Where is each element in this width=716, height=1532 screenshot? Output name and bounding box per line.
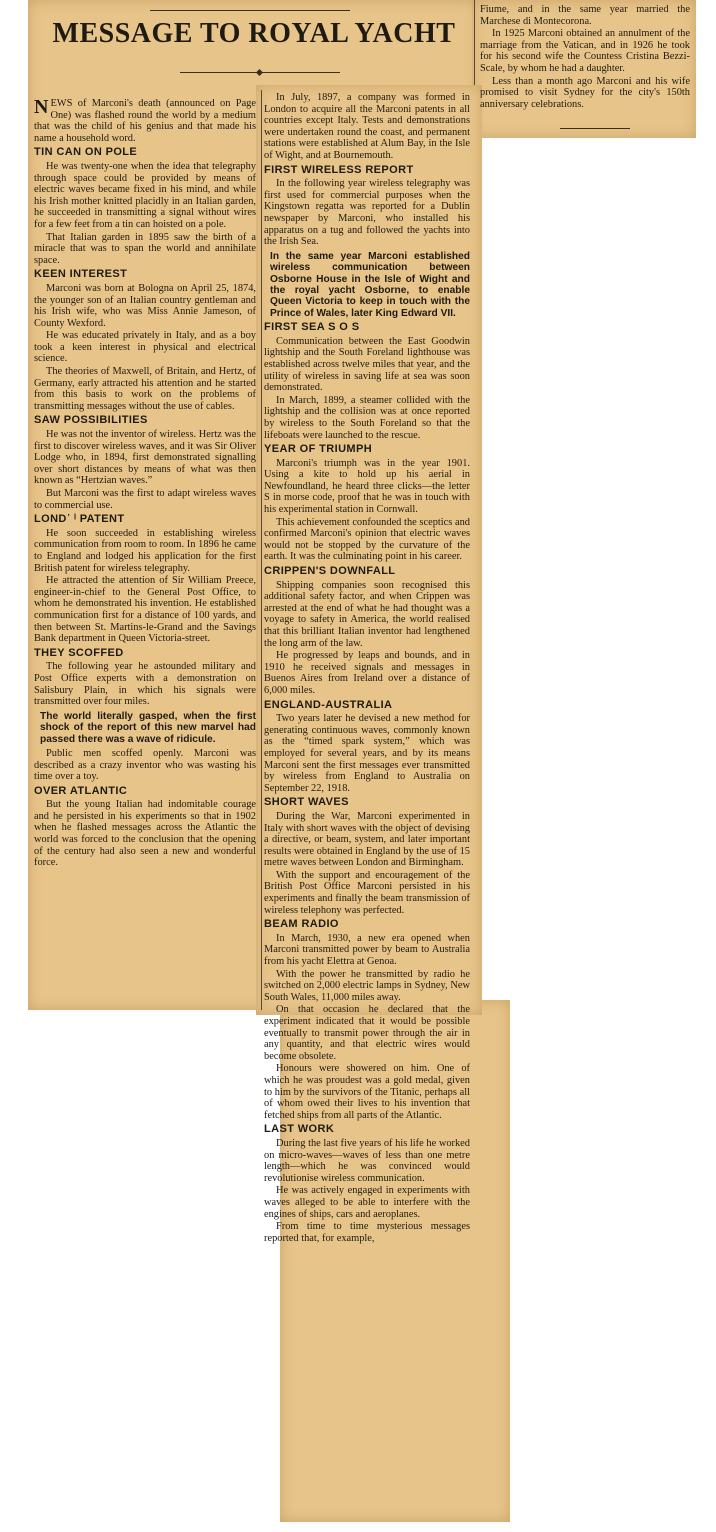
paragraph: The theories of Maxwell, of Britain, and Hertz, of Germany, early attracted his attention and he started from this basis to work on the problems of transmitting messages without the use of cables.	[34, 366, 256, 412]
paragraph: Communication between the East Goodwin lightship and the South Foreland lighthouse was established across twelve miles that year, and the utility of wireless in saving life at sea was soon demonstrated.	[264, 335, 470, 394]
paragraph: Public men scoffed openly. Marconi was described as a crazy inventor who was wasting his time over a toy.	[34, 747, 256, 783]
paragraph: In 1925 Marconi obtained an annulment of the marriage from the Vatican, and in 1926 he took for his second wife the Countess Cristina Bezzi-Scale, by whom he had a daughter.	[480, 28, 690, 74]
paragraph: From time to time mysterious messages reported that, for example,	[264, 1221, 470, 1244]
paragraph: With the power he transmitted by radio he switched on 2,000 electric lamps in Sydney, New South Wales, 11,000 miles away.	[264, 968, 470, 1003]
paragraph: On that occasion he declared that the experiment indicated that it would be possible eventually to transmit power through the air in any quantity, and that electric wires would become obsolete.	[264, 1004, 470, 1062]
paragraph: Marconi's triumph was in the year 1901. Using a kite to hold up his aerial in Newfoundland, he heard three clicks—the letter S in morse code, proof that he was in touch with his experimental station in Cornwall.	[264, 457, 470, 516]
section-heading: OVER ATLANTIC	[34, 784, 128, 797]
paragraph: Marconi was born at Bologna on April 25, 1874, the younger son of an Italian country gentleman and his Irish wife, who was Miss Annie Jameson, of County Wexford.	[34, 282, 256, 329]
paragraph: In the following year wireless telegraphy was first used for commercial purposes when the Kingstown regatta was reported for a Dublin newspaper by Marconi, who installed his apparatus on a tug and followed the yachts into the Irish Sea.	[264, 178, 470, 248]
section-heading: BEAM RADIO	[264, 918, 339, 931]
paragraph: He was not the inventor of wireless. Hertz was the first to discover wireless waves, and it was Sir Oliver Lodge who, in 1894, first demonstrated signalling over short distances by means of what was then known as “Hertzian waves.”	[34, 429, 256, 487]
section-heading: ENGLAND-AUSTRALIA	[264, 698, 393, 711]
paragraph: This achievement confounded the sceptics and confirmed Marconi's opinion that electric waves would not be stopped by the curvature of the earth. It was the culminating point in his career.	[264, 516, 470, 563]
paragraph: He soon succeeded in establishing wireless communication from room to room. In 1896 he came to England and lodged his application for the first British patent for wireless telegraphy.	[34, 527, 256, 574]
section-heading: TIN CAN ON POLE	[34, 146, 138, 159]
paragraph: He was twenty-one when the idea that telegraphy through space could be provided by means of electric waves became fixed in his mind, and while his Irish mother knitted placidly in an Italian garden, he succeeded in transmitting a signal without wires for a few feet from a tin can hoisted on a pole.	[34, 160, 256, 230]
paragraph: In March, 1930, a new era opened when Marconi transmitted power by beam to Australia from his yacht Elettra at Genoa.	[264, 932, 470, 968]
paragraph: With the support and encouragement of the British Post Office Marconi persisted in his experiments and finally the beam transmission of wireless telephony was perfected.	[264, 869, 470, 916]
column-1	[34, 98, 256, 870]
paragraph: He was educated privately in Italy, and as a boy took a keen interest in physical and electrical science.	[34, 330, 256, 365]
paragraph: That Italian garden in 1895 saw the birth of a miracle that was to span the world and annihilate space.	[34, 231, 256, 266]
paragraph: Shipping companies soon recognised this additional safety factor, and when Crippen was arrested at the end of what he had thought was a voyage to safety in America, the world realised that this brilliant Italian inventor had lengthened the long arm of the law.	[264, 579, 470, 649]
section-heading: CRIPPEN'S DOWNFALL	[264, 565, 396, 578]
headline: MESSAGE TO ROYAL YACHT	[52, 18, 456, 49]
intro-paragraph	[34, 98, 256, 144]
section-heading: FIRST SEA S O S	[264, 321, 360, 334]
column-rule-2	[474, 0, 475, 85]
paragraph: He was actively engaged in experiments with waves alleged to be able to interfere with the engines of ships, cars and aeroplanes.	[264, 1185, 470, 1220]
paragraph: In March, 1899, a steamer collided with the lightship and the collision was at once reported by wireless to the South Foreland so that the lifeboats were launched to the rescue.	[264, 394, 470, 441]
paragraph: The following year he astounded military and Post Office experts with a demonstration on Salisbury Plain, in which his signals were transmitted over four miles.	[34, 661, 256, 708]
column-2	[264, 92, 470, 1245]
section-heading: LOND᾿ ˡ PATENT	[34, 513, 125, 526]
section-heading: YEAR OF TRIUMPH	[264, 443, 373, 456]
paragraph: During the War, Marconi experimented in Italy with short waves with the object of devising a directive, or beam, system, and later important results were obtained in England by the use of 15 metre waves between London and Birmingham.	[264, 810, 470, 869]
section-heading: KEEN INTEREST	[34, 268, 128, 281]
paragraph: But the young Italian had indomitable courage and he persisted in his experiments so that in 1902 when he flashed messages across the Atlantic the world was forced to the conclusion that the opening of the century had also seen a new and wonderful force.	[34, 799, 256, 869]
headline-top-rule	[150, 10, 350, 11]
column-rule-1	[261, 90, 262, 1010]
paragraph: Honours were showered on him. One of which he was proudest was a gold medal, given to him by the survivors of the Titanic, perhaps all of whom owed their lives to his invention that fetched ships from all parts of the Atlantic.	[264, 1063, 470, 1121]
section-heading: FIRST WIRELESS REPORT	[264, 163, 414, 176]
bold-callout: The world literally gasped, when the first shock of the report of this new marvel had passed there was a wave of ridicule.	[40, 710, 256, 745]
column-3	[480, 4, 690, 111]
paragraph: Less than a month ago Marconi and his wife promised to visit Sydney for the city's 150th anniversary celebrations.	[480, 75, 690, 110]
bold-callout: In the same year Marconi established wireless communication between Osborne House in the Isle of Wight and the royal yacht Osborne, to enable Queen Victoria to keep in touch with the Prince of Wales, later King Edward VII.	[270, 250, 470, 319]
section-heading: LAST WORK	[264, 1123, 335, 1136]
paragraph: He progressed by leaps and bounds, and in 1910 he received signals and messages in Buenos Aires from Ireland over a distance of 6,000 miles.	[264, 650, 470, 696]
section-heading: SAW POSSIBILITIES	[34, 414, 148, 427]
paragraph: Fiume, and in the same year married the Marchese di Montecorona.	[480, 4, 690, 27]
intro-text: EWS of Marconi's death (announced on Page One) was flashed round the world by a medium that was the child of his genius and that made his name a household word.	[34, 98, 256, 144]
col2-lead: In July, 1897, a company was formed in London to acquire all the Marconi patents in all countries except Italy. Tests and demonstrations were undertaken round the coast, and permanent stations were established at Alum Bay, in the Isle of Wight, and at Bournemouth.	[264, 92, 470, 161]
paragraph: He attracted the attention of Sir William Preece, engineer-in-chief to the General Post Office, to whom he demonstrated his invention. He established communication first for a distance of 100 yards, and then between St. Martins-le-Grand and the Savings Bank department in Queen Victoria-street.	[34, 575, 256, 645]
col3-end-rule	[560, 128, 630, 129]
drop-cap: N	[34, 96, 49, 118]
paragraph: During the last five years of his life he worked on micro-waves—waves of less than one metre length—which he was convinced would revolutionise wireless communication.	[264, 1137, 470, 1184]
paragraph: But Marconi was the first to adapt wireless waves to commercial use.	[34, 488, 256, 511]
paragraph: Two years later he devised a new method for generating continuous waves, commonly known as the “timed spark system,” which was employed for several years, and by its means Marconi sent the first messages ever transmitted by wireless from England to Australia on September 22, 1918.	[264, 713, 470, 794]
section-heading: SHORT WAVES	[264, 796, 349, 809]
section-heading: THEY SCOFFED	[34, 646, 124, 659]
